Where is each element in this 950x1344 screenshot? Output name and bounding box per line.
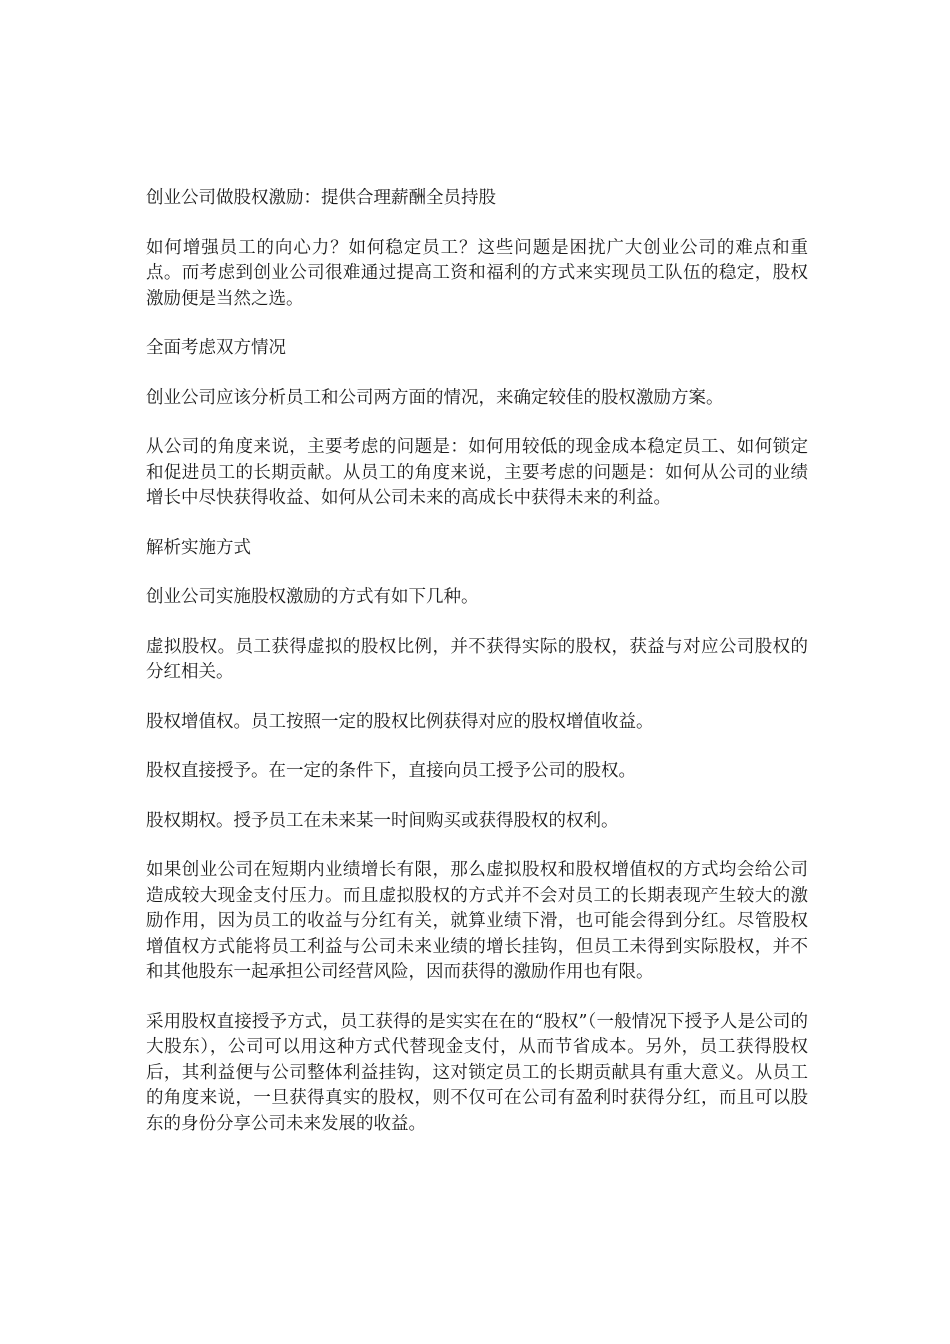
paragraph-analysis: 创业公司应该分析员工和公司两方面的情况，来确定较佳的股权激励方案。 xyxy=(146,387,724,408)
document-title: 创业公司做股权激励：提供合理薪酬全员持股 xyxy=(146,188,496,208)
paragraph-short-term-analysis: 如果创业公司在短期内业绩增长有限，那么虚拟股权和股权增值权的方式均会给公司造成较大现金支付压力。而且虚拟股权的方式并不会对员工的长期表现产生较大的激励作用，因为员工的收益与分红有关，就算业绩下滑，也可能会得到分红。尽管股权增值权方式能将员工利益与公司未来业绩的增长挂钩，但员工未得到实际股权，并不和其他股东一起承担公司经营风险，因而获得的激励作用也有限。 xyxy=(146,860,808,982)
paragraph-methods-intro: 创业公司实施股权激励的方式有如下几种。 xyxy=(146,587,479,607)
section-heading-consider: 全面考虑双方情况 xyxy=(146,338,286,358)
document-body xyxy=(146,186,808,1161)
paragraph-intro: 如何增强员工的向心力？如何稳定员工？这些问题是困扰广大创业公司的难点和重点。而考虑到创业公司很难通过提高工资和福利的方式来实现员工队伍的稳定，股权激励便是当然之选。 xyxy=(146,237,808,309)
paragraph-direct-grant: 股权直接授予。在一定的条件下，直接向员工授予公司的股权。 xyxy=(146,761,636,781)
section-heading-methods: 解析实施方式 xyxy=(146,537,251,558)
paragraph-appreciation-rights: 股权增值权。员工按照一定的股权比例获得对应的股权增值收益。 xyxy=(146,711,654,732)
paragraph-stock-options: 股权期权。授予员工在未来某一时间购买或获得股权的权利。 xyxy=(146,810,619,831)
paragraph-perspectives: 从公司的角度来说，主要考虑的问题是：如何用较低的现金成本稳定员工、如何锁定和促进员工的长期贡献。从员工的角度来说，主要考虑的问题是：如何从公司的业绩增长中尽快获得收益、如何从公司未来的高成长中获得未来的利益。 xyxy=(146,437,808,508)
paragraph-virtual-equity: 虚拟股权。员工获得虚拟的股权比例，并不获得实际的股权，获益与对应公司股权的分红相关。 xyxy=(146,636,808,682)
paragraph-direct-grant-analysis: 采用股权直接授予方式，员工获得的是实实在在的“股权”（一般情况下授予人是公司的大股东），公司可以用这种方式代替现金支付，从而节省成本。另外，员工获得股权后，其利益便与公司整体利益挂钩，这对锁定员工的长期贡献具有重大意义。从员工的角度来说，一旦获得真实的股权，则不仅可在公司有盈利时获得分红，而且可以股东的身份分享公司未来发展的收益。 xyxy=(146,1011,808,1134)
